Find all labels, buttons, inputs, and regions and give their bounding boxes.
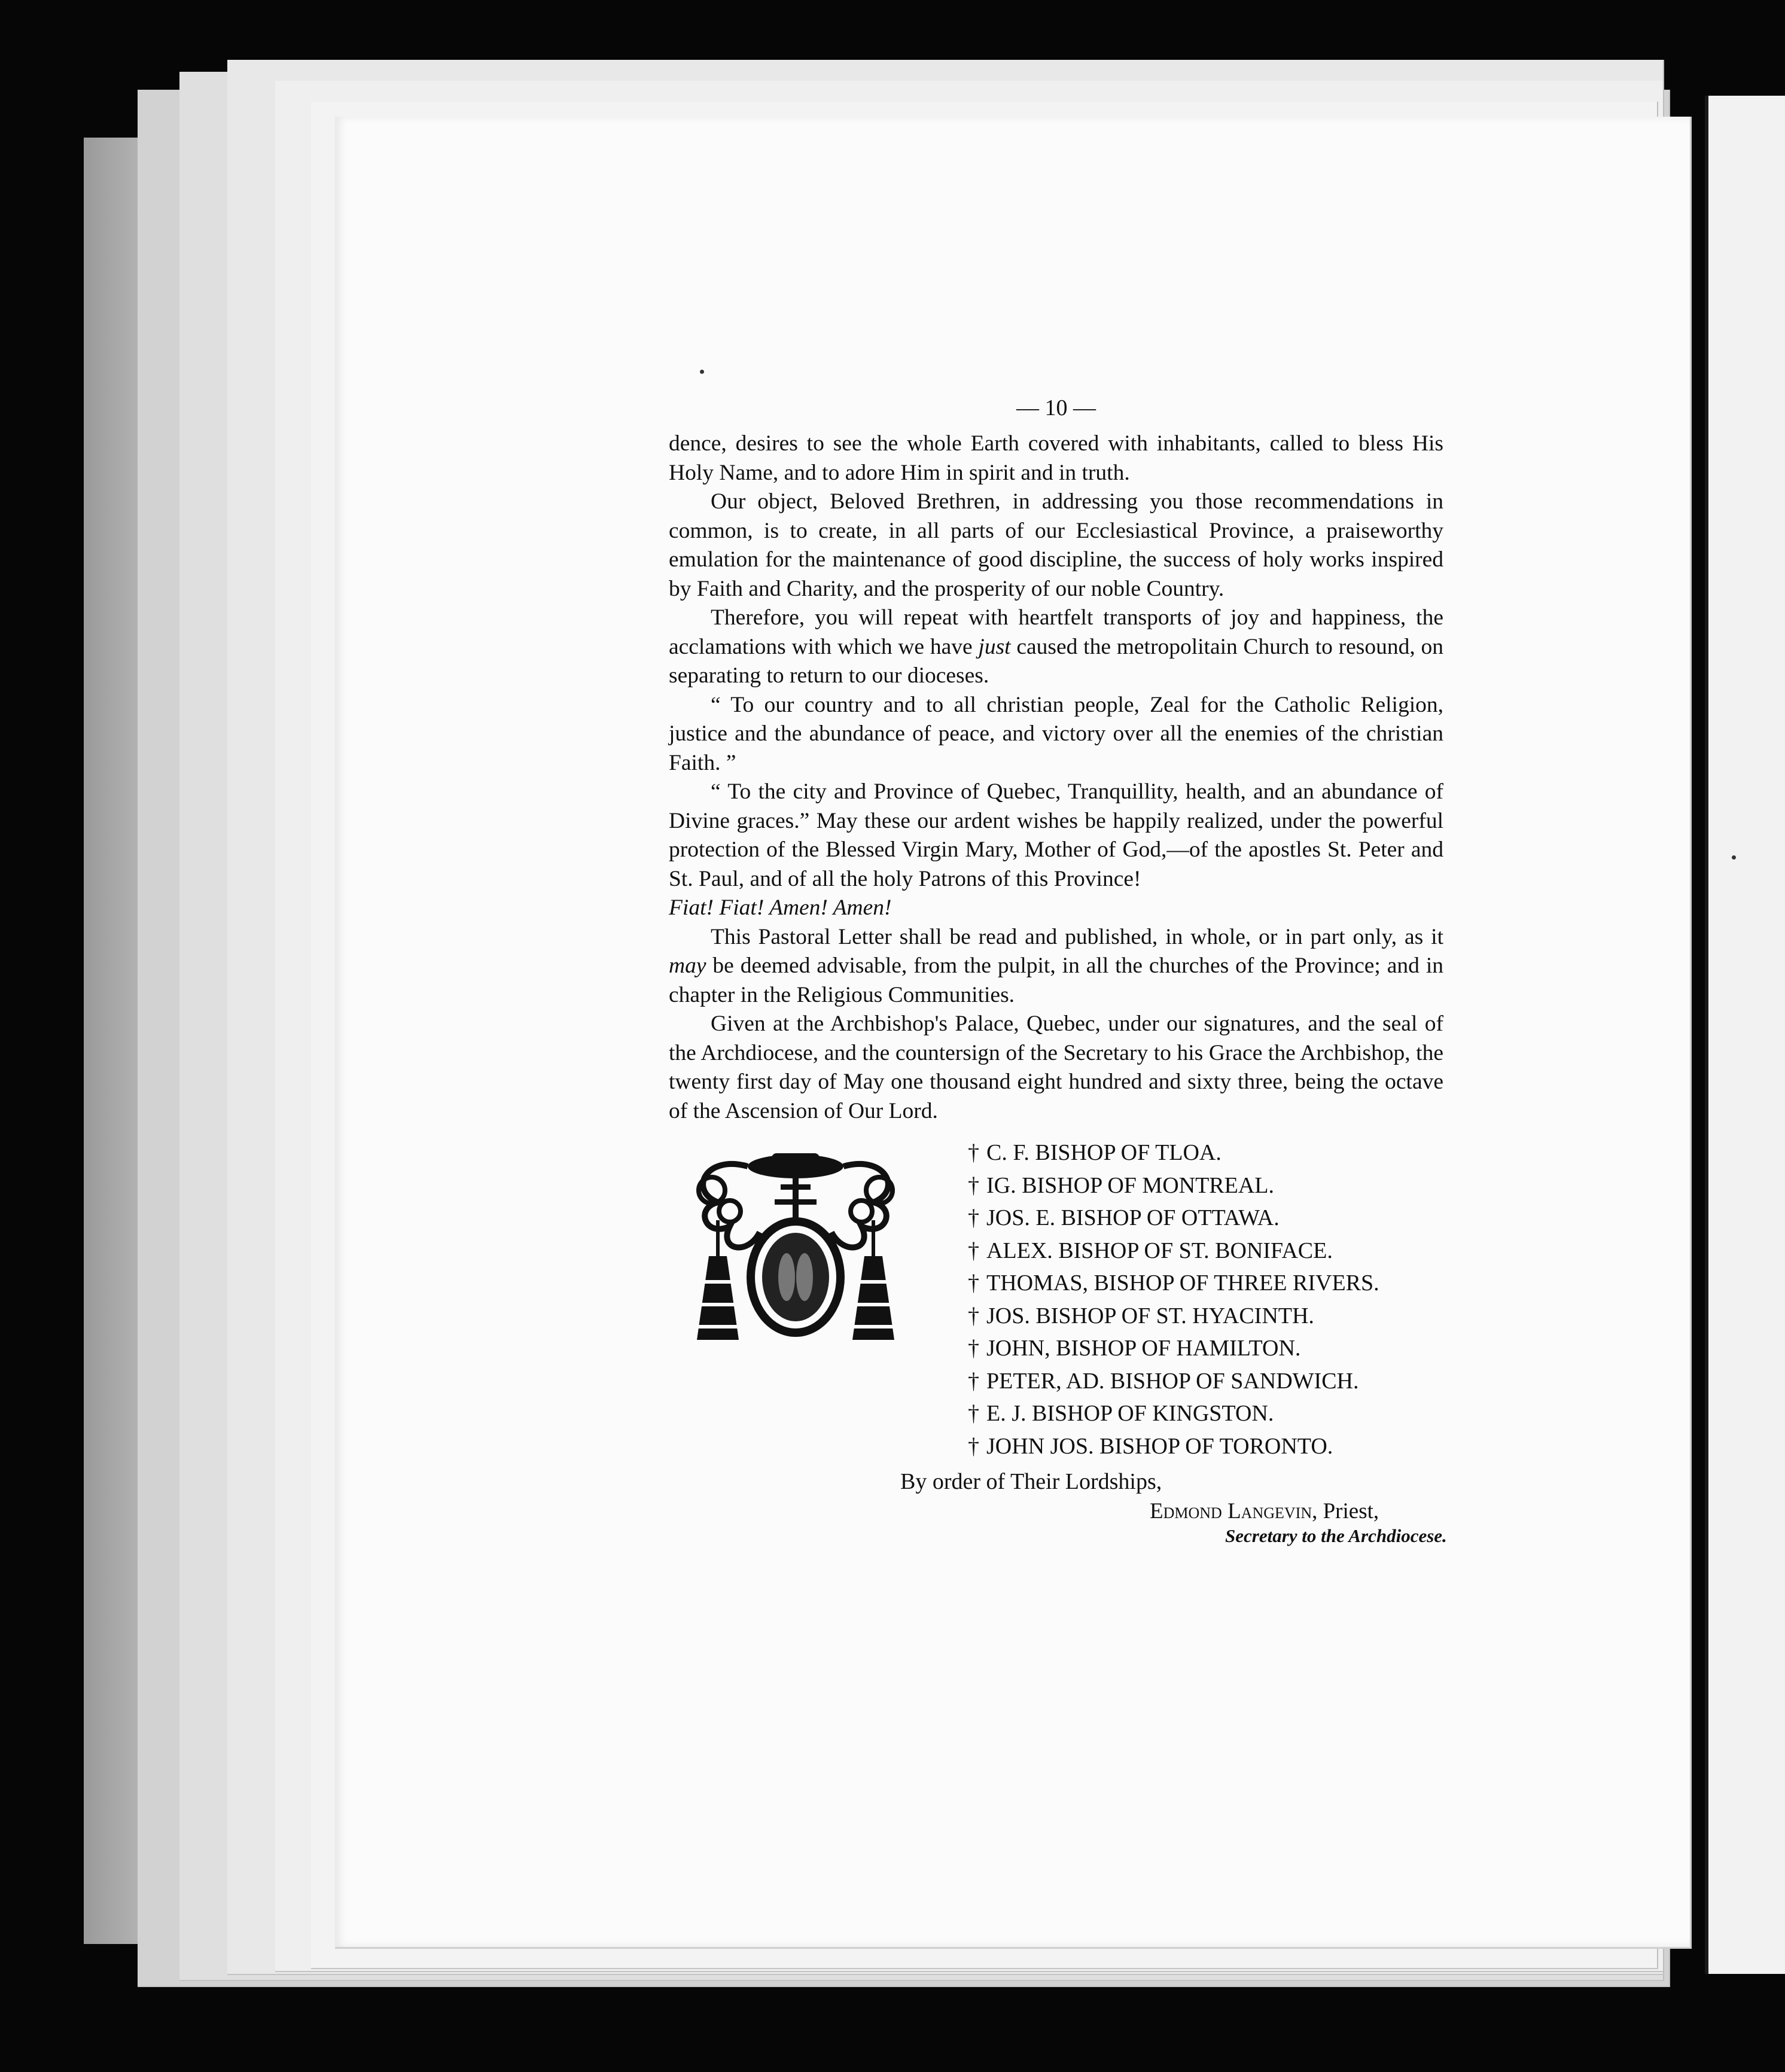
paragraph-object: Our object, Beloved Brethren, in addressing you those recommendations in common, is to create, in all parts of our Ecclesiastical Province, a praiseworthy emulation for the maintenance of good discipline, the success of holy works inspired by Faith and Charity, and the prosperity of our noble Country. <box>669 489 1443 601</box>
paragraph-given: Given at the Archbishop's Palace, Quebec, under our signatures, and the seal of the Archdiocese, and the countersign of the Secretary to his Grace the Archbishop, the twenty first day of May one thousand eight hundred and sixty three, being the octave of the Ascension of Our Lord. <box>669 1011 1443 1123</box>
signature-line: † C. F. BISHOP OF TLOA. <box>968 1136 1379 1169</box>
therefore-text-start: Therefore, you will repeat with heartfelt transports of joy and happiness, the acclamations with which we have <box>669 605 1443 659</box>
emphasis-may: may <box>669 953 706 978</box>
fiat-amen-line: Fiat! Fiat! Amen! Amen! <box>669 895 892 920</box>
by-order-line: By order of Their Lordships, <box>900 1469 1162 1494</box>
bishop-signatures <box>968 1136 1379 1462</box>
signature-line: † THOMAS, BISHOP OF THREE RIVERS. <box>968 1267 1379 1300</box>
signature-line: † E. J. BISHOP OF KINGSTON. <box>968 1397 1379 1430</box>
signature-block <box>682 1136 1460 1459</box>
paragraph-therefore <box>669 604 1443 691</box>
page-number: — 10 — <box>1016 395 1096 421</box>
episcopal-coat-of-arms-icon <box>682 1142 909 1352</box>
facing-page-edge <box>1705 96 1785 1974</box>
print-speck <box>1732 855 1736 860</box>
paragraph-continuation: dence, desires to see the whole Earth covered with inhabitants, called to bless His Holy Name, and to adore Him in spirit and in truth. <box>669 431 1443 485</box>
signature-line: † ALEX. BISHOP OF ST. BONIFACE. <box>968 1235 1379 1267</box>
secretary-title: Secretary to the Archdiocese. <box>1225 1525 1447 1546</box>
secretary-signature <box>1150 1498 1379 1524</box>
paragraph-publish <box>669 923 1443 1010</box>
signature-line: † JOHN JOS. BISHOP OF TORONTO. <box>968 1430 1379 1463</box>
acclamation-quote-1: “ To our country and to all christian people, Zeal for the Catholic Religion, justice and the abundance of peace, and victory over all the enemies of the christian Faith. ” <box>669 692 1443 775</box>
secretary-rank: , Priest, <box>1312 1499 1379 1523</box>
publish-text-end: be deemed advisable, from the pulpit, in all the churches of the Province; and in chapter in the Religious Communities. <box>669 953 1443 1007</box>
signature-line: † PETER, AD. BISHOP OF SANDWICH. <box>968 1365 1379 1398</box>
signature-line: † JOS. BISHOP OF ST. HYACINTH. <box>968 1300 1379 1333</box>
letter-body <box>669 395 1443 1126</box>
signature-line: † IG. BISHOP OF MONTREAL. <box>968 1169 1379 1202</box>
emphasis-just: just <box>978 634 1011 659</box>
acclamation-quote-2: “ To the city and Province of Quebec, Tranquillity, health, and an abundance of Divine graces.” May these our ardent wishes be happily realized, under the powerful protection of the Blessed Virgin Mary, Mother of God,—of the apostles St. Peter and St. Paul, and of all the holy Patrons of this Province! <box>669 779 1443 891</box>
therefore-text-end: caused the metropolitain Church to resound, on separating to return to our dioceses. <box>669 634 1443 688</box>
print-speck <box>700 370 704 374</box>
publish-text-start: This Pastoral Letter shall be read and published, in whole, or in part only, as it <box>711 924 1443 949</box>
signature-line: † JOS. E. BISHOP OF OTTAWA. <box>968 1202 1379 1235</box>
signature-line: † JOHN, BISHOP OF HAMILTON. <box>968 1332 1379 1365</box>
secretary-name: Edmond Langevin <box>1150 1499 1312 1523</box>
